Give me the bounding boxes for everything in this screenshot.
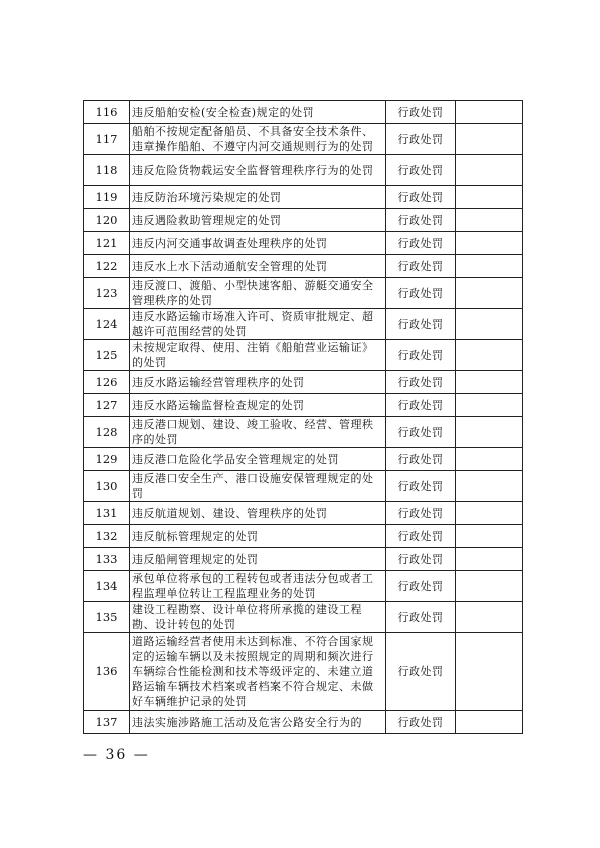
item-name: 违反港口危险化学品安全管理规定的处罚 [130,448,386,471]
item-number: 116 [84,101,130,124]
item-remarks [456,124,523,155]
table-row [84,394,523,417]
item-number: 131 [84,502,130,525]
item-number: 118 [84,155,130,186]
item-remarks [456,371,523,394]
item-remarks [456,209,523,232]
table-row [84,309,523,340]
item-remarks [456,448,523,471]
table-body [84,101,523,734]
table-row [84,448,523,471]
table-row [84,502,523,525]
item-number: 136 [84,633,130,711]
table-row [84,124,523,155]
table-row [84,101,523,124]
item-number: 133 [84,548,130,571]
table-row [84,633,523,711]
penalty-table [83,100,523,734]
table-row [84,255,523,278]
item-remarks [456,186,523,209]
item-type: 行政处罚 [386,278,456,309]
item-number: 128 [84,417,130,448]
table-row [84,602,523,633]
item-number: 119 [84,186,130,209]
item-name: 违法实施涉路施工活动及危害公路安全行为的 [130,711,386,734]
item-number: 117 [84,124,130,155]
item-name: 未按规定取得、使用、注销《船舶营业运输证》的处罚 [130,340,386,371]
item-name: 违反水路运输市场准入许可、资质审批规定、超越许可范围经营的处罚 [130,309,386,340]
item-type: 行政处罚 [386,633,456,711]
item-number: 134 [84,571,130,602]
item-type: 行政处罚 [386,101,456,124]
table-row [84,417,523,448]
item-remarks [456,548,523,571]
item-remarks [456,571,523,602]
item-type: 行政处罚 [386,255,456,278]
table-row [84,186,523,209]
item-number: 125 [84,340,130,371]
item-name: 违反船舶安检(安全检查)规定的处罚 [130,101,386,124]
item-name: 违反航标管理规定的处罚 [130,525,386,548]
item-remarks [456,309,523,340]
item-type: 行政处罚 [386,309,456,340]
item-name: 违反防治环境污染规定的处罚 [130,186,386,209]
table-row [84,471,523,502]
item-remarks [456,155,523,186]
item-remarks [456,525,523,548]
item-number: 124 [84,309,130,340]
item-name: 违反内河交通事故调查处理秩序的处罚 [130,232,386,255]
page-number: — 36 — [83,747,150,763]
table-row [84,548,523,571]
item-name: 违反渡口、渡船、小型快速客船、游艇交通安全管理秩序的处罚 [130,278,386,309]
item-name: 违反水路运输经营管理秩序的处罚 [130,371,386,394]
table-row [84,209,523,232]
item-type: 行政处罚 [386,186,456,209]
item-type: 行政处罚 [386,371,456,394]
item-type: 行政处罚 [386,232,456,255]
item-remarks [456,278,523,309]
item-type: 行政处罚 [386,340,456,371]
item-number: 127 [84,394,130,417]
item-type: 行政处罚 [386,571,456,602]
item-name: 违反港口安全生产、港口设施安保管理规定的处罚 [130,471,386,502]
item-type: 行政处罚 [386,417,456,448]
item-name: 违反航道规划、建设、管理秩序的处罚 [130,502,386,525]
item-type: 行政处罚 [386,448,456,471]
table-row [84,340,523,371]
table-row [84,155,523,186]
item-remarks [456,417,523,448]
item-type: 行政处罚 [386,394,456,417]
item-number: 132 [84,525,130,548]
item-number: 121 [84,232,130,255]
table-row [84,711,523,734]
item-number: 120 [84,209,130,232]
item-name: 道路运输经营者使用未达到标准、不符合国家规定的运输车辆以及未按照规定的周期和频次进行车辆综合性能检测和技术等级评定的、未建立道路运输车辆技术档案或者档案不符合规定、未做好车辆维护记录的处罚 [130,633,386,711]
table-row [84,278,523,309]
item-remarks [456,633,523,711]
item-type: 行政处罚 [386,209,456,232]
item-remarks [456,394,523,417]
item-remarks [456,711,523,734]
item-name: 违反港口规划、建设、竣工验收、经营、管理秩序的处罚 [130,417,386,448]
table-row [84,525,523,548]
item-number: 129 [84,448,130,471]
item-name: 承包单位将承包的工程转包或者违法分包或者工程监理单位转让工程监理业务的处罚 [130,571,386,602]
item-name: 船舶不按规定配备船员、不具备安全技术条件、违章操作船舶、不遵守内河交通规则行为的处罚 [130,124,386,155]
item-type: 行政处罚 [386,711,456,734]
item-type: 行政处罚 [386,155,456,186]
item-name: 违反危险货物载运安全监督管理秩序行为的处罚 [130,155,386,186]
item-number: 130 [84,471,130,502]
item-remarks [456,602,523,633]
item-type: 行政处罚 [386,471,456,502]
item-type: 行政处罚 [386,525,456,548]
item-remarks [456,232,523,255]
item-remarks [456,101,523,124]
item-number: 135 [84,602,130,633]
item-remarks [456,340,523,371]
item-type: 行政处罚 [386,124,456,155]
item-remarks [456,255,523,278]
item-name: 违反水路运输监督检查规定的处罚 [130,394,386,417]
item-number: 126 [84,371,130,394]
item-type: 行政处罚 [386,548,456,571]
item-name: 违反遇险救助管理规定的处罚 [130,209,386,232]
item-type: 行政处罚 [386,602,456,633]
item-remarks [456,502,523,525]
item-name: 违反水上水下活动通航安全管理的处罚 [130,255,386,278]
table-row [84,571,523,602]
item-name: 违反船闸管理规定的处罚 [130,548,386,571]
item-number: 137 [84,711,130,734]
item-type: 行政处罚 [386,502,456,525]
item-number: 123 [84,278,130,309]
item-number: 122 [84,255,130,278]
table-row [84,232,523,255]
item-name: 建设工程勘察、设计单位将所承揽的建设工程勘、设计转包的处罚 [130,602,386,633]
penalty-table-container [83,100,522,734]
item-remarks [456,471,523,502]
table-row [84,371,523,394]
